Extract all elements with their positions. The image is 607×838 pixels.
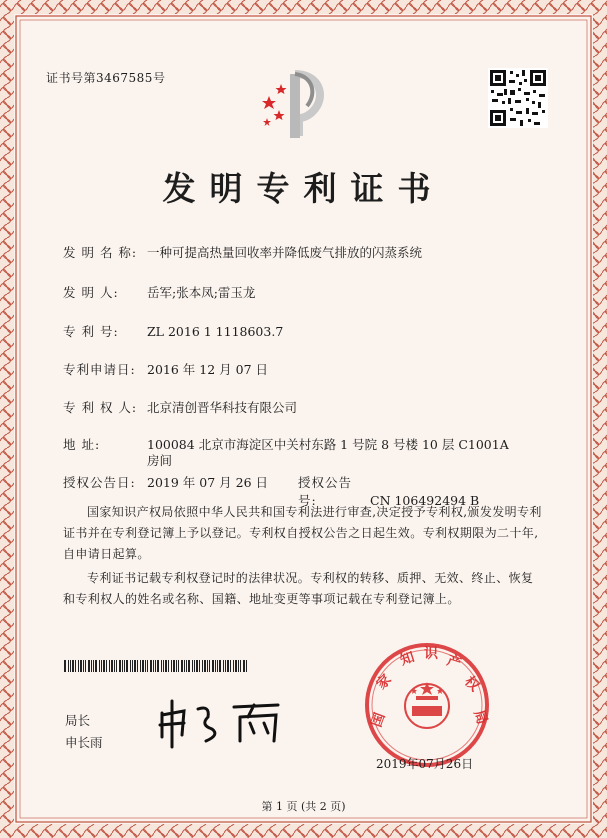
field-label: 专 利 权 人: [63,400,138,415]
field-invention-name [63,243,422,261]
seal-date: 2019年07月26日 [376,757,474,771]
svg-text:识: 识 [424,646,438,662]
field-value: 一种可提高热量回收率并降低废气排放的闪蒸系统 [147,245,423,260]
handwritten-signature [150,695,300,750]
field-label: 专 利 号: [63,324,119,339]
svg-text:权: 权 [461,673,483,695]
field-value: 2016 年 12 月 07 日 [147,362,268,377]
field-label: 发 明 名 称: [63,245,138,260]
svg-text:局: 局 [470,707,491,727]
signature-title: 局长 [65,713,91,728]
grant-date-label: 授权公告日: [63,475,136,490]
patent-office-logo [255,66,335,146]
page-indicator: 第 1 页 (共 2 页) [261,800,346,813]
statement-paragraph: 国家知识产权局依照中华人民共和国专利法进行审查,决定授予专利权,颁发发明专利证书并在专利登记簿上予以登记。专利权自授权公告之日起生效。专利权期限为二十年,自申请日起算。 [63,505,542,561]
field-value: ZL 2016 1 1118603.7 [147,324,284,339]
svg-text:知: 知 [398,649,417,669]
field-value: 100084 北京市海淀区中关村东路 1 号院 8 号楼 10 层 C1001A [147,437,509,452]
svg-text:家: 家 [373,671,395,693]
certificate-title: 发明专利证书 [162,169,445,208]
grant-date-value: 2019 年 07 月 26 日 [147,475,268,490]
barcode [64,660,250,672]
svg-text:产: 产 [444,652,464,673]
field-application-date [63,360,268,378]
field-patent-number [63,322,283,340]
grant-number-value: CN 106492494 B [370,493,480,508]
certificate-number: 证书号第3467585号 [46,71,166,85]
field-label: 发 明 人: [63,285,119,300]
field-value: 房间 [147,453,173,468]
signature-name: 申长雨 [65,735,103,750]
field-address-continued [147,451,172,469]
field-label: 专利申请日: [63,362,136,377]
svg-text:国: 国 [368,710,389,730]
field-inventors [63,283,255,301]
field-value: 北京清创晋华科技有限公司 [147,400,298,415]
field-address [63,435,509,453]
field-value: 岳军;张本凤;雷玉龙 [147,285,256,300]
field-label: 地 址: [63,437,101,452]
field-patentee [63,398,297,416]
qr-code [488,68,548,128]
statement-paragraph: 专利证书记载专利权登记时的法律状况。专利权的转移、质押、无效、终止、恢复和专利权人的姓名或名称、国籍、地址变更等事项记载在专利登记簿上。 [63,571,534,606]
grant-number-label: 授权公告号: [298,475,353,508]
grant-date [63,473,268,491]
official-seal [362,640,492,770]
